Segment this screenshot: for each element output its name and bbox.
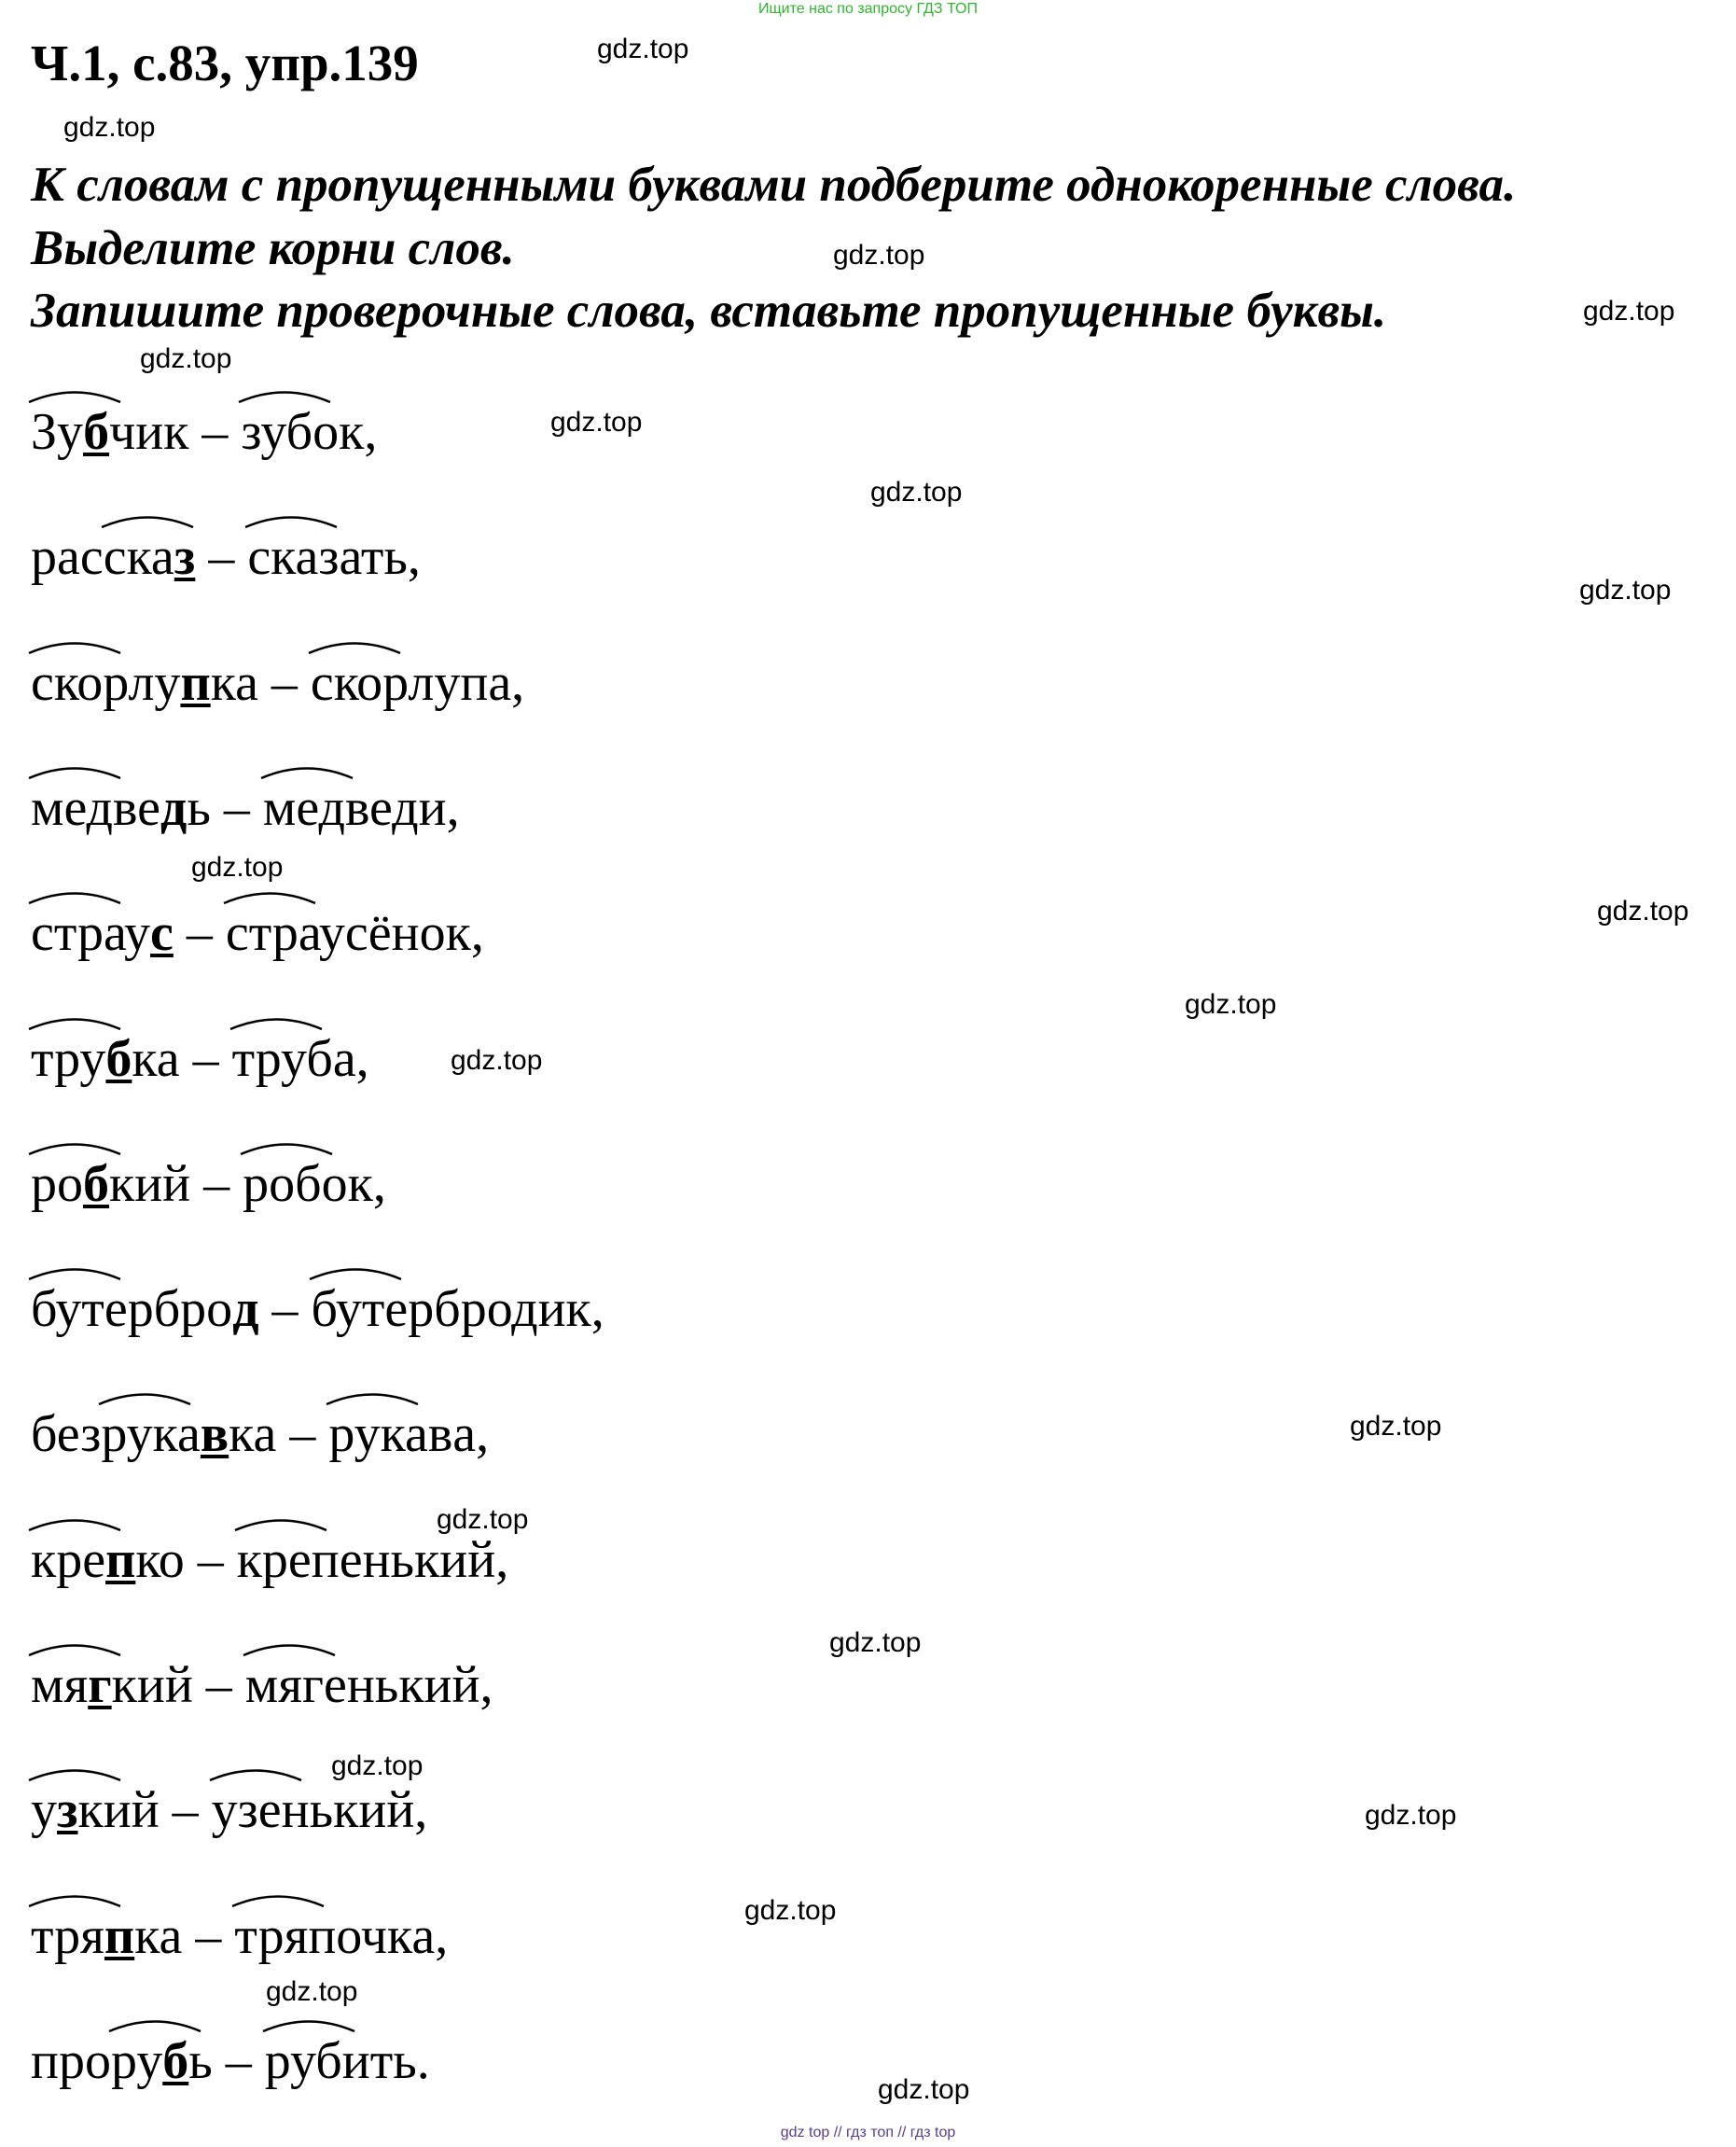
root-arc xyxy=(209,1768,302,1781)
root-arc xyxy=(234,1518,327,1531)
word-root xyxy=(247,528,339,586)
root-part: рукав xyxy=(328,1405,453,1464)
word-suffix: енький, xyxy=(339,1530,509,1589)
word-with-gap xyxy=(31,1405,276,1463)
word-with-gap xyxy=(31,1907,182,1965)
check-word xyxy=(245,1656,493,1714)
word-with-gap xyxy=(31,1155,190,1213)
word-with-gap xyxy=(31,1280,259,1338)
root-arc xyxy=(262,2019,355,2032)
word-suffix: кий xyxy=(77,1781,160,1840)
check-word xyxy=(212,1781,428,1839)
word-suffix: ёнок, xyxy=(368,904,484,963)
top-search-note: Ищите нас по запросу ГДЗ ТОП xyxy=(758,1,978,17)
word-suffix: ка xyxy=(134,1906,183,1965)
word-root xyxy=(234,1907,336,1965)
check-word xyxy=(241,403,377,461)
dash: – xyxy=(190,1154,243,1213)
inserted-letter: с xyxy=(150,904,174,963)
watermark: gdz.top xyxy=(1365,1800,1457,1831)
word-pair xyxy=(31,1656,493,1714)
root-arc xyxy=(28,1643,121,1656)
word-suffix: ь xyxy=(188,2031,213,2090)
root-part: страус xyxy=(225,904,368,963)
root-arc xyxy=(28,1894,121,1907)
word-pair xyxy=(31,654,524,712)
inserted-letter: з xyxy=(57,1781,78,1840)
check-word xyxy=(265,2032,430,2090)
word-root xyxy=(243,1155,322,1213)
word-with-gap xyxy=(31,779,211,837)
word-with-gap xyxy=(31,904,174,962)
word-root xyxy=(31,779,187,837)
inserted-letter: п xyxy=(104,1906,135,1965)
word-suffix: кий xyxy=(109,1154,191,1213)
word-pair xyxy=(31,1280,604,1338)
root-arc xyxy=(28,1768,121,1781)
root-part: скорлуп xyxy=(310,653,489,712)
inserted-letter: б xyxy=(162,2031,189,2090)
check-word xyxy=(328,1405,489,1463)
inserted-letter: п xyxy=(105,1530,136,1589)
word-with-gap xyxy=(31,1781,160,1839)
dash: – xyxy=(210,778,263,837)
dash: – xyxy=(195,528,248,587)
word-pair xyxy=(31,779,460,837)
root-arc xyxy=(240,1142,333,1155)
word-root xyxy=(31,403,109,461)
root-arc xyxy=(28,1267,121,1280)
word-root xyxy=(232,1030,333,1088)
word-root xyxy=(101,1405,229,1463)
word-suffix: а, xyxy=(488,653,525,712)
word-root xyxy=(31,1030,132,1088)
check-word xyxy=(232,1030,369,1088)
task-line-3: Запишите проверочные слова, вставьте пропущенные буквы. xyxy=(31,284,1387,338)
word-root xyxy=(245,1656,324,1714)
dash: – xyxy=(179,1029,232,1088)
word-pair xyxy=(31,528,421,586)
root-arc xyxy=(28,641,121,654)
inserted-letter: б xyxy=(83,403,110,461)
inserted-letter: в xyxy=(200,1405,229,1464)
inserted-letter: з xyxy=(174,528,196,587)
root-part: бутерброд xyxy=(311,1280,538,1339)
word-root xyxy=(212,1781,258,1839)
footer-note: gdz top // гдз топ // гдз top xyxy=(780,2125,956,2140)
word-pair xyxy=(31,1405,489,1463)
inserted-letter: б xyxy=(105,1029,132,1088)
word-suffix: ок, xyxy=(321,1154,386,1213)
watermark: gdz.top xyxy=(878,2074,970,2105)
watermark: gdz.top xyxy=(833,240,925,271)
dash: – xyxy=(188,403,242,461)
word-root xyxy=(328,1405,452,1463)
word-root xyxy=(31,1531,135,1589)
dash: – xyxy=(159,1781,212,1840)
root-part: страу xyxy=(31,904,151,963)
check-word xyxy=(226,904,484,962)
word-suffix: а, xyxy=(452,1405,490,1464)
watermark: gdz.top xyxy=(829,1627,922,1658)
root-part: ру xyxy=(110,2031,163,2090)
root-arc xyxy=(231,1894,325,1907)
word-suffix: ок, xyxy=(312,403,378,461)
word-root xyxy=(312,1280,538,1338)
word-suffix: ко xyxy=(135,1530,185,1589)
watermark: gdz.top xyxy=(1579,575,1672,606)
watermark: gdz.top xyxy=(1597,896,1689,927)
root-arc xyxy=(98,1392,191,1405)
root-arc xyxy=(326,1392,419,1405)
root-arc xyxy=(28,1518,121,1531)
word-root xyxy=(104,528,196,586)
root-part: кре xyxy=(31,1530,106,1589)
word-suffix: ать, xyxy=(339,528,421,587)
watermark: gdz.top xyxy=(1185,989,1277,1020)
word-root xyxy=(311,654,488,712)
task-line-1: К словам с пропущенными буквами подберите однокоренные слова. xyxy=(31,158,1517,212)
root-part: у xyxy=(31,1781,57,1840)
word-root xyxy=(31,1280,259,1338)
watermark: gdz.top xyxy=(870,477,963,508)
word-suffix: ка xyxy=(132,1029,180,1088)
word-prefix: без xyxy=(31,1405,102,1464)
root-arc xyxy=(260,766,354,779)
root-part: тря xyxy=(31,1906,104,1965)
word-suffix: ик, xyxy=(537,1280,604,1339)
word-pair xyxy=(31,1531,508,1589)
word-pair xyxy=(31,904,484,962)
check-word xyxy=(312,1280,604,1338)
word-pair xyxy=(31,1781,427,1839)
root-arc xyxy=(238,390,331,403)
dash: – xyxy=(257,653,311,712)
word-root xyxy=(265,2032,342,2090)
inserted-letter: п xyxy=(180,653,211,712)
root-part: ска xyxy=(103,528,174,587)
dash: – xyxy=(212,2031,265,2090)
word-with-gap xyxy=(31,2032,213,2090)
watermark: gdz.top xyxy=(550,407,643,438)
word-root xyxy=(31,904,174,962)
dash: – xyxy=(276,1405,329,1464)
root-part: медвед xyxy=(262,778,419,837)
root-arc xyxy=(244,515,338,528)
root-arc xyxy=(223,891,316,904)
root-arc xyxy=(308,641,401,654)
word-suffix: ка xyxy=(210,653,258,712)
root-arc xyxy=(243,1643,336,1656)
root-arc xyxy=(28,390,121,403)
word-suffix: ь xyxy=(187,778,211,837)
check-word xyxy=(234,1907,448,1965)
word-suffix: чик xyxy=(109,403,189,461)
word-root xyxy=(31,1155,109,1213)
dash: – xyxy=(184,1530,237,1589)
check-word xyxy=(237,1531,509,1589)
word-root xyxy=(226,904,368,962)
root-part: рука xyxy=(101,1405,201,1464)
root-part: уз xyxy=(211,1781,258,1840)
word-suffix: очка, xyxy=(336,1906,449,1965)
word-pair xyxy=(31,1907,448,1965)
root-arc xyxy=(229,1017,323,1030)
word-root xyxy=(31,1656,112,1714)
root-part: бутербро xyxy=(31,1280,233,1339)
word-root xyxy=(31,1907,134,1965)
watermark: gdz.top xyxy=(191,852,284,883)
watermark: gdz.top xyxy=(597,34,689,64)
word-suffix: а, xyxy=(332,1029,369,1088)
word-with-gap xyxy=(31,403,188,461)
word-prefix: рас xyxy=(31,528,104,587)
word-suffix: ить. xyxy=(341,2031,430,2090)
root-part: сказ xyxy=(247,528,340,587)
dash: – xyxy=(182,1906,235,1965)
watermark: gdz.top xyxy=(744,1895,837,1926)
watermark: gdz.top xyxy=(1350,1411,1442,1442)
task-line-2: Выделите корни слов. xyxy=(31,221,515,275)
word-pair xyxy=(31,1155,386,1213)
check-word xyxy=(243,1155,386,1213)
watermark: gdz.top xyxy=(140,343,232,374)
root-arc xyxy=(28,1017,121,1030)
word-suffix: енький, xyxy=(323,1656,493,1714)
check-word xyxy=(263,779,460,837)
root-arc xyxy=(101,515,194,528)
root-part: Зу xyxy=(31,403,84,461)
root-arc xyxy=(28,1142,121,1155)
word-with-gap xyxy=(31,528,195,586)
root-arc xyxy=(309,1267,402,1280)
dash: – xyxy=(258,1280,312,1339)
check-word xyxy=(247,528,421,586)
watermark: gdz.top xyxy=(266,1976,358,2007)
word-pair xyxy=(31,2032,430,2090)
word-pair xyxy=(31,403,377,461)
word-with-gap xyxy=(31,1531,185,1589)
word-suffix: и, xyxy=(418,778,460,837)
root-part: ро xyxy=(31,1154,83,1213)
word-root xyxy=(241,403,312,461)
root-part: мя xyxy=(31,1656,89,1714)
word-with-gap xyxy=(31,1030,180,1088)
root-part: роб xyxy=(243,1154,322,1213)
inserted-letter: д xyxy=(232,1280,259,1339)
page-title: Ч.1, с.83, упр.139 xyxy=(31,35,419,91)
word-suffix: енький, xyxy=(257,1781,428,1840)
word-root xyxy=(111,2032,188,2090)
root-arc xyxy=(108,2019,201,2032)
check-word xyxy=(311,654,524,712)
word-root xyxy=(31,1781,78,1839)
word-root xyxy=(31,654,211,712)
word-with-gap xyxy=(31,1656,193,1714)
root-arc xyxy=(28,766,121,779)
dash: – xyxy=(192,1656,245,1714)
word-prefix: про xyxy=(31,2031,111,2090)
root-part: труб xyxy=(231,1029,333,1088)
word-pair xyxy=(31,1030,369,1088)
root-part: зуб xyxy=(241,403,313,461)
watermark: gdz.top xyxy=(331,1750,424,1781)
root-part: тряп xyxy=(234,1906,337,1965)
root-part: креп xyxy=(236,1530,340,1589)
inserted-letter: д xyxy=(160,778,187,837)
word-root xyxy=(263,779,419,837)
watermark: gdz.top xyxy=(63,112,156,143)
watermark: gdz.top xyxy=(1583,296,1675,327)
word-suffix: ка xyxy=(229,1405,277,1464)
watermark: gdz.top xyxy=(437,1504,529,1535)
root-part: медве xyxy=(31,778,161,837)
word-with-gap xyxy=(31,654,258,712)
dash: – xyxy=(173,904,226,963)
watermark: gdz.top xyxy=(451,1045,543,1076)
root-part: скорлу xyxy=(31,653,181,712)
root-part: тру xyxy=(31,1029,106,1088)
inserted-letter: б xyxy=(83,1154,109,1213)
root-part: мяг xyxy=(244,1656,324,1714)
word-root xyxy=(237,1531,340,1589)
root-part: руб xyxy=(264,2031,342,2090)
word-suffix: кий xyxy=(111,1656,193,1714)
inserted-letter: г xyxy=(88,1656,112,1714)
root-arc xyxy=(28,891,121,904)
